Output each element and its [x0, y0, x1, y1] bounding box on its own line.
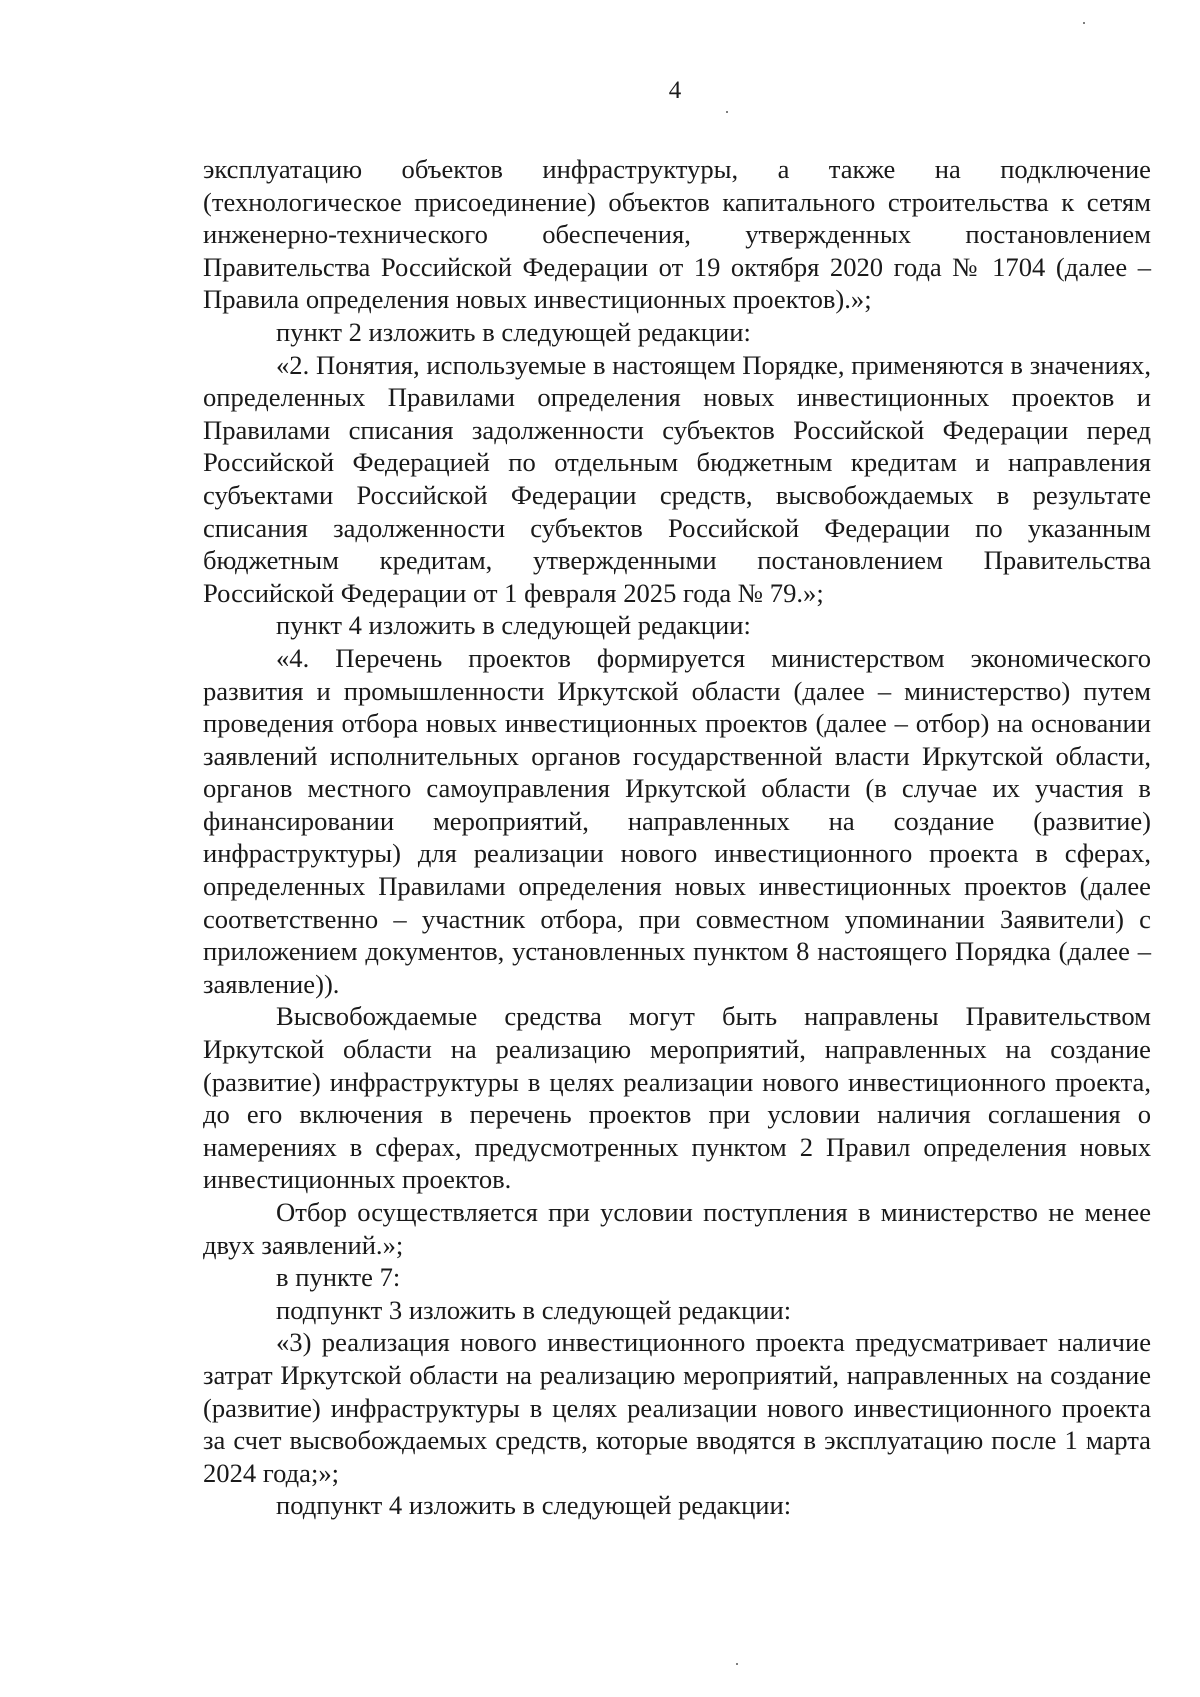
paragraph-subclause-3-text: «3) реализация нового инвестиционного проекта предусматривает наличие затрат Иркутской области на реализацию мероприятий, направленных на создание (развитие) инфраструктуры в целях реализации нового инвестиционного проекта за счет высвобождаемых средств, которые вводятся в эксплуатацию после 1 марта 2024 года;»; — [203, 1327, 1151, 1488]
paragraph-subclause-3-intro: подпункт 3 изложить в следующей редакции: — [276, 1294, 792, 1325]
scan-speck — [736, 1663, 738, 1665]
paragraph-clause-2-text: «2. Понятия, используемые в настоящем Порядке, применяются в значениях, определенных Правилами определения новых инвестиционных проектов и Правилами списания задолженности субъектов Российской Федерации перед Российской Федерацией по отдельным бюджетным кредитам и направления субъектами Российской Федерации средств, высвобождаемых в результате списания задолженности субъектов Российской Федерации по указанным бюджетным кредитам, утвержденными постановлением Правительства Российской Федерации от 1 февраля 2025 года № 79.»; — [203, 349, 1151, 608]
scan-speck — [1083, 22, 1085, 24]
scan-speck — [726, 111, 728, 113]
paragraph-clause-7-intro: в пункте 7: — [276, 1262, 401, 1293]
paragraph-released-funds: Высвобождаемые средства могут быть направлены Правительством Иркутской области на реализацию мероприятий, направленных на создание (развитие) инфраструктуры в целях реализации нового инвестиционного проекта, до его включения в перечень проектов при условии наличия соглашения о намерениях в сферах, предусмотренных пунктом 2 Правил определения новых инвестиционных проектов. — [203, 1001, 1151, 1195]
paragraph-clause-4-text: «4. Перечень проектов формируется министерством экономического развития и промышленности Иркутской области (далее – министерство) путем проведения отбора новых инвестиционных проектов (далее – отбор) на основании заявлений исполнительных органов государственной власти Иркутской области, органов местного самоуправления Иркутской области (в случае их участия в финансировании мероприятий, направленных на создание (развитие) инфраструктуры) для реализации нового инвестиционного проекта в сферах, определенных Правилами определения новых инвестиционных проектов (далее соответственно – участник отбора, при совместном упоминании Заявители) с приложением документов, установленных пунктом 8 настоящего Порядка (далее – заявление)). — [203, 642, 1151, 999]
page-number: 4 — [668, 77, 682, 104]
paragraph-selection-condition: Отбор осуществляется при условии поступления в министерство не менее двух заявлений.»; — [203, 1197, 1151, 1260]
document-body — [203, 153, 1151, 1522]
paragraph-clause-2-intro: пункт 2 изложить в следующей редакции: — [276, 316, 751, 347]
paragraph-clause-4-intro: пункт 4 изложить в следующей редакции: — [276, 610, 751, 641]
paragraph-subclause-4-intro: подпункт 4 изложить в следующей редакции: — [276, 1490, 792, 1521]
paragraph-continuation: эксплуатацию объектов инфраструктуры, а также на подключение (технологическое присоединение) объектов капитального строительства к сетям инженерно-технического обеспечения, утвержденных постановлением Правительства Российской Федерации от 19 октября 2020 года № 1704 (далее – Правила определения новых инвестиционных проектов).»; — [203, 154, 1151, 315]
